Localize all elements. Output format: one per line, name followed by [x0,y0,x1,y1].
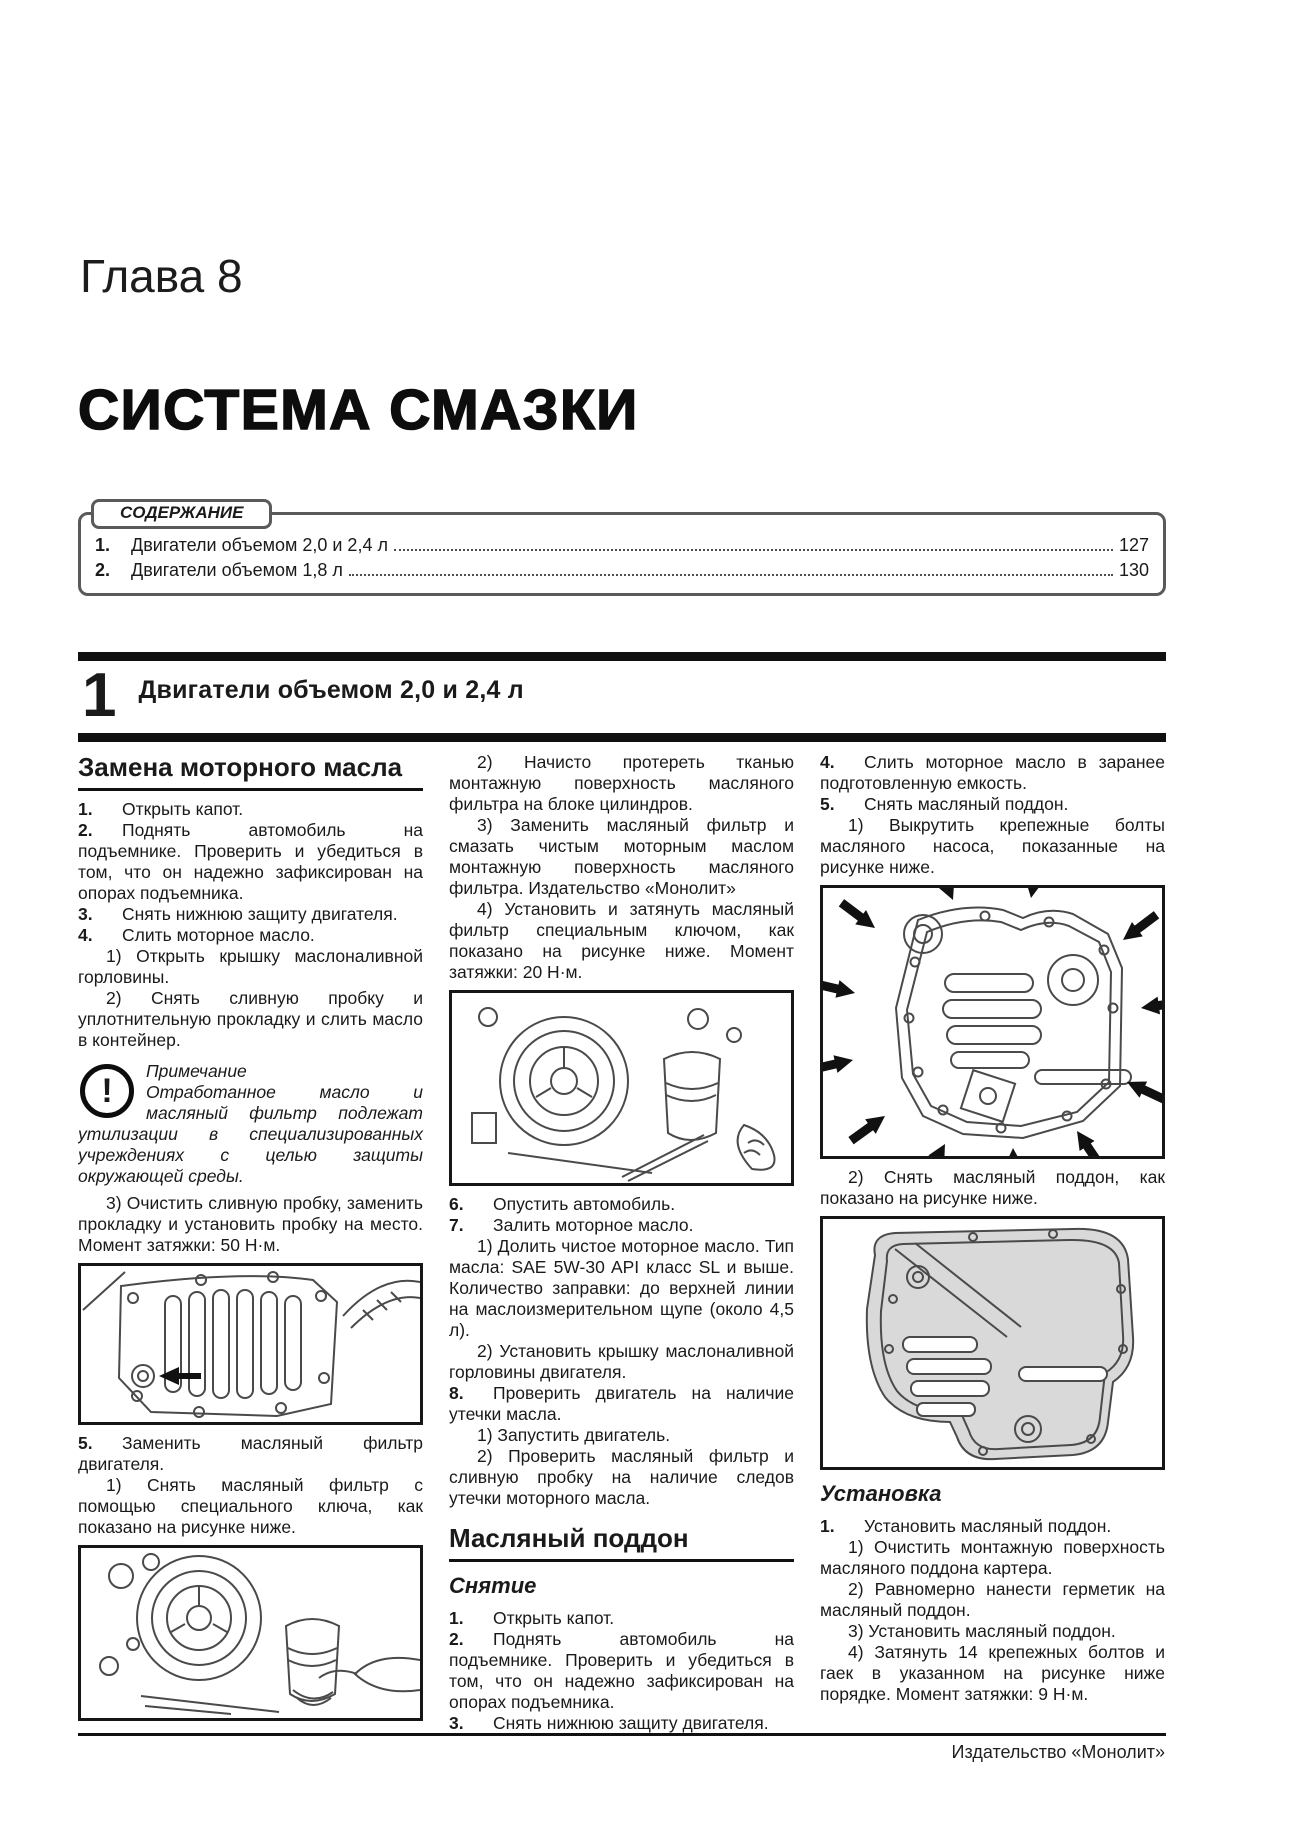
item-number: 1. [820,1516,835,1536]
item-number: 4. [78,925,93,945]
section-rule-bottom [78,733,1166,742]
list-item [820,794,1165,815]
item-number: 5. [78,1433,93,1453]
item-number: 2. [449,1629,464,1649]
column-left [78,752,423,1745]
list-item [449,1629,794,1713]
footer-rule [78,1733,1166,1736]
drain-plug-illustration [81,1266,420,1422]
list-item [78,799,423,820]
sub-section-heading: Снятие [449,1573,537,1598]
list-item [449,1194,794,1215]
list-item [449,1608,794,1629]
figure-oil-pan-bolts-arrows [820,885,1165,1159]
column-heading: Масляный поддон [449,1523,794,1562]
item-number: 3. [78,904,93,924]
section-rule-top [78,652,1166,661]
toc-entry-title: Двигатели объемом 2,0 и 2,4 л [131,535,388,555]
sub-step: 1) Долить чистое моторное масло. Тип масла: SAE 5W-30 API класс SL и выше. Количество заправки: до верхней линии на маслоизмерительном щупе (около 4,5 л). [449,1236,794,1340]
item-text: Открыть капот. [122,799,244,819]
item-number: 1. [78,799,93,819]
oil-filter-illustration [81,1548,420,1718]
list-item [449,1215,794,1236]
sub-section-heading: Установка [820,1481,942,1506]
list-item [78,904,423,925]
toc-entry [95,533,1149,558]
oil-pan-illustration [823,1219,1162,1467]
item-text: Слить моторное масло в заранее подготовленную емкость. [820,752,1165,793]
sub-step: 2) Проверить масляный фильтр и сливную пробку на наличие следов утечки моторного масла. [449,1446,794,1508]
note-label: Примечание [146,1061,247,1081]
item-text: Открыть капот. [493,1608,615,1628]
list-item [78,1433,423,1475]
figure-oil-filter-install [449,990,794,1186]
section-number: 1 [82,661,117,730]
sub-step: 3) Установить масляный поддон. [848,1621,1116,1641]
item-text: Снять масляный поддон. [864,794,1069,814]
toc-label: СОДЕРЖАНИЕ [91,499,272,529]
toc-page-number: 127 [1118,535,1149,555]
figure-oil-pan-drain-plug [78,1263,423,1425]
toc-entry-number: 2. [95,560,111,580]
toc-dots [349,574,1113,576]
item-number: 7. [449,1215,464,1235]
item-number: 1. [449,1608,464,1628]
sub-step: 1) Выкрутить крепежные болты масляного насоса, показанные на рисунке ниже. [820,815,1165,877]
warning-icon: ! [80,1064,134,1118]
toc-entry [95,558,1149,583]
list-item [78,925,423,946]
figure-oil-filter-removal [78,1545,423,1721]
note-text: Отработанное масло и масляный фильтр подлежат утилизации в специализированных учреждениях с целью защиты окружающей среды. [78,1082,423,1186]
sub-step: 3) Очистить сливную пробку, заменить прокладку и установить пробку на место. Момент затяжки: 50 Н·м. [78,1193,423,1255]
sub-step: 4) Установить и затянуть масляный фильтр специальным ключом, как показано на рисунке ниже. Момент затяжки: 20 Н·м. [449,899,794,982]
sub-step: 2) Равномерно нанести герметик на масляный поддон. [820,1579,1165,1620]
item-text: Слить моторное масло. [122,925,315,945]
oil-pan-bolts-illustration [823,888,1162,1156]
sub-step: 4) Затянуть 14 крепежных болтов и гаек в указанном на рисунке ниже порядке. Момент затяжки: 9 Н·м. [820,1642,1165,1704]
column-middle [449,752,794,1745]
toc-box [78,503,1166,596]
chapter-title: Глава 8 [80,250,243,302]
item-text: Снять нижнюю защиту двигателя. [493,1713,769,1733]
item-text: Залить моторное масло. [493,1215,694,1235]
list-item [449,1713,794,1734]
page-content [78,0,1166,1745]
list-item [449,1383,794,1425]
section-header-row [78,661,1166,733]
list-item [820,1516,1165,1537]
section-title: Двигатели объемом 2,0 и 2,4 л [138,675,524,704]
oil-filter-wrench-illustration [452,993,791,1183]
item-text: Поднять автомобиль на подъемнике. Проверить и убедиться в том, что он надежно зафиксирован на опорах подъемника. [449,1629,794,1712]
publisher-footer: Издательство «Монолит» [951,1742,1165,1762]
sub-step: 2) Снять масляный поддон, как показано на рисунке ниже. [820,1167,1165,1208]
toc-entry-number: 1. [95,535,111,555]
figure-oil-pan-removed [820,1216,1165,1470]
item-text: Заменить масляный фильтр двигателя. [78,1433,423,1474]
sub-step: 2) Снять сливную пробку и уплотнительную прокладку и слить масло в контейнер. [78,988,423,1050]
list-item [820,752,1165,794]
sub-step: 2) Установить крышку маслоналивной горловины двигателя. [449,1341,794,1382]
item-text: Установить масляный поддон. [864,1516,1112,1536]
item-number: 3. [449,1713,464,1733]
toc-entry-title: Двигатели объемом 1,8 л [131,560,343,580]
toc-page-number: 130 [1118,560,1149,580]
note-block [78,1061,423,1187]
sub-step: 1) Открыть крышку маслоналивной горловины. [78,946,423,987]
toc-dots [394,549,1113,551]
item-number: 2. [78,820,93,840]
sub-step: 1) Очистить монтажную поверхность масляного поддона картера. [820,1537,1165,1578]
item-number: 5. [820,794,835,814]
column-heading: Замена моторного масла [78,752,423,791]
sub-step: 1) Снять масляный фильтр с помощью специального ключа, как показано на рисунке ниже. [78,1475,423,1537]
column-right [820,752,1165,1745]
item-number: 8. [449,1383,464,1403]
sub-step: 1) Запустить двигатель. [477,1425,671,1445]
item-number: 6. [449,1194,464,1214]
item-text: Поднять автомобиль на подъемнике. Проверить и убедиться в том, что он надежно зафиксирован на опорах подъемника. [78,820,423,903]
item-text: Снять нижнюю защиту двигателя. [122,904,398,924]
sub-step: 3) Заменить масляный фильтр и смазать чистым моторным маслом монтажную поверхность масляного фильтра. Издательство «Монолит» [449,815,794,898]
page-title: СИСТЕМА СМАЗКИ [78,378,639,442]
sub-step: 2) Начисто протереть тканью монтажную поверхность масляного фильтра на блоке цилиндров. [449,752,794,814]
section-header [78,652,1166,742]
item-text: Опустить автомобиль. [493,1194,676,1214]
item-text: Проверить двигатель на наличие утечки масла. [449,1383,794,1424]
list-item [78,820,423,904]
item-number: 4. [820,752,835,772]
three-column-text [78,752,1166,1745]
